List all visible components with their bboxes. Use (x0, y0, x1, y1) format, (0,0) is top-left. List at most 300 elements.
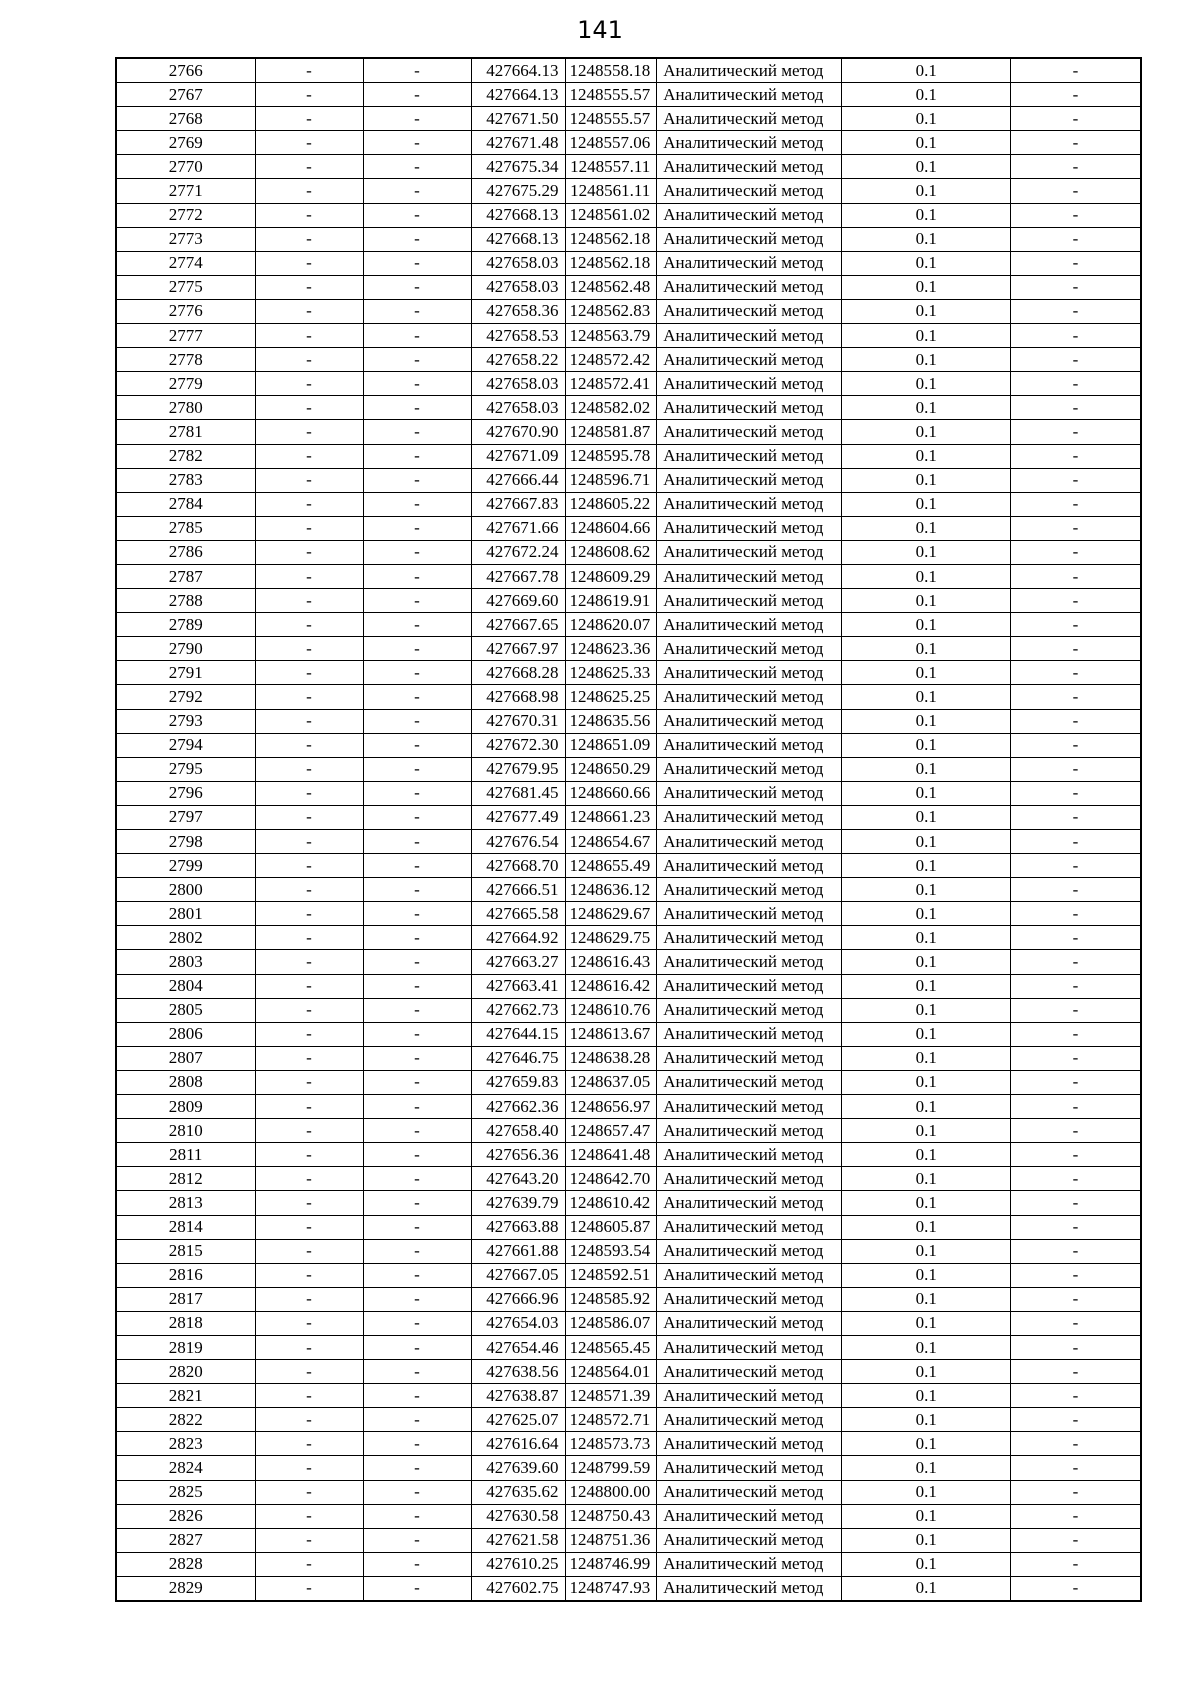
x-coordinate-cell: 427675.29 (471, 179, 565, 203)
accuracy-cell: 0.1 (842, 1576, 1011, 1601)
point-number-cell: 2770 (116, 155, 255, 179)
dash-cell-c: - (1011, 637, 1141, 661)
y-coordinate-cell: 1248562.18 (565, 227, 657, 251)
dash-cell-a: - (255, 1046, 363, 1070)
dash-cell-c: - (1011, 709, 1141, 733)
table-row (116, 1215, 1141, 1239)
dash-cell-a: - (255, 733, 363, 757)
table-row (116, 830, 1141, 854)
dash-cell-a: - (255, 805, 363, 829)
x-coordinate-cell: 427668.70 (471, 854, 565, 878)
dash-cell-b: - (363, 1311, 471, 1335)
dash-cell-c: - (1011, 733, 1141, 757)
dash-cell-a: - (255, 564, 363, 588)
point-number-cell: 2826 (116, 1504, 255, 1528)
dash-cell-a: - (255, 372, 363, 396)
x-coordinate-cell: 427654.46 (471, 1335, 565, 1359)
accuracy-cell: 0.1 (842, 203, 1011, 227)
dash-cell-a: - (255, 348, 363, 372)
dash-cell-b: - (363, 275, 471, 299)
table-row (116, 1046, 1141, 1070)
accuracy-cell: 0.1 (842, 878, 1011, 902)
x-coordinate-cell: 427666.51 (471, 878, 565, 902)
dash-cell-c: - (1011, 805, 1141, 829)
point-number-cell: 2772 (116, 203, 255, 227)
table-row (116, 878, 1141, 902)
method-cell: Аналитический метод (657, 1119, 842, 1143)
accuracy-cell: 0.1 (842, 1552, 1011, 1576)
dash-cell-b: - (363, 974, 471, 998)
accuracy-cell: 0.1 (842, 805, 1011, 829)
x-coordinate-cell: 427667.05 (471, 1263, 565, 1287)
method-cell: Аналитический метод (657, 275, 842, 299)
accuracy-cell: 0.1 (842, 757, 1011, 781)
accuracy-cell: 0.1 (842, 251, 1011, 275)
dash-cell-a: - (255, 1022, 363, 1046)
table-row (116, 372, 1141, 396)
y-coordinate-cell: 1248651.09 (565, 733, 657, 757)
accuracy-cell: 0.1 (842, 781, 1011, 805)
dash-cell-a: - (255, 324, 363, 348)
dash-cell-c: - (1011, 131, 1141, 155)
dash-cell-c: - (1011, 1287, 1141, 1311)
point-number-cell: 2814 (116, 1215, 255, 1239)
table-row (116, 275, 1141, 299)
y-coordinate-cell: 1248619.91 (565, 589, 657, 613)
x-coordinate-cell: 427664.13 (471, 83, 565, 107)
table-row (116, 1119, 1141, 1143)
y-coordinate-cell: 1248558.18 (565, 58, 657, 83)
dash-cell-a: - (255, 1263, 363, 1287)
dash-cell-c: - (1011, 613, 1141, 637)
dash-cell-b: - (363, 1480, 471, 1504)
accuracy-cell: 0.1 (842, 227, 1011, 251)
dash-cell-a: - (255, 1552, 363, 1576)
point-number-cell: 2829 (116, 1576, 255, 1601)
table-row (116, 227, 1141, 251)
method-cell: Аналитический метод (657, 830, 842, 854)
dash-cell-b: - (363, 685, 471, 709)
method-cell: Аналитический метод (657, 564, 842, 588)
dash-cell-c: - (1011, 926, 1141, 950)
point-number-cell: 2793 (116, 709, 255, 733)
dash-cell-c: - (1011, 1263, 1141, 1287)
method-cell: Аналитический метод (657, 203, 842, 227)
dash-cell-b: - (363, 854, 471, 878)
accuracy-cell: 0.1 (842, 179, 1011, 203)
point-number-cell: 2808 (116, 1070, 255, 1094)
method-cell: Аналитический метод (657, 1408, 842, 1432)
dash-cell-b: - (363, 444, 471, 468)
dash-cell-b: - (363, 589, 471, 613)
point-number-cell: 2794 (116, 733, 255, 757)
x-coordinate-cell: 427654.03 (471, 1311, 565, 1335)
dash-cell-c: - (1011, 1456, 1141, 1480)
x-coordinate-cell: 427675.34 (471, 155, 565, 179)
x-coordinate-cell: 427662.73 (471, 998, 565, 1022)
method-cell: Аналитический метод (657, 1552, 842, 1576)
dash-cell-b: - (363, 1504, 471, 1528)
point-number-cell: 2802 (116, 926, 255, 950)
method-cell: Аналитический метод (657, 757, 842, 781)
method-cell: Аналитический метод (657, 733, 842, 757)
method-cell: Аналитический метод (657, 1480, 842, 1504)
table-row (116, 1191, 1141, 1215)
method-cell: Аналитический метод (657, 83, 842, 107)
point-number-cell: 2806 (116, 1022, 255, 1046)
x-coordinate-cell: 427658.40 (471, 1119, 565, 1143)
dash-cell-c: - (1011, 179, 1141, 203)
x-coordinate-cell: 427658.03 (471, 372, 565, 396)
table-row (116, 926, 1141, 950)
table-row (116, 131, 1141, 155)
method-cell: Аналитический метод (657, 492, 842, 516)
accuracy-cell: 0.1 (842, 902, 1011, 926)
x-coordinate-cell: 427668.28 (471, 661, 565, 685)
x-coordinate-cell: 427666.96 (471, 1287, 565, 1311)
point-number-cell: 2805 (116, 998, 255, 1022)
accuracy-cell: 0.1 (842, 1480, 1011, 1504)
y-coordinate-cell: 1248660.66 (565, 781, 657, 805)
accuracy-cell: 0.1 (842, 444, 1011, 468)
method-cell: Аналитический метод (657, 107, 842, 131)
point-number-cell: 2788 (116, 589, 255, 613)
x-coordinate-cell: 427643.20 (471, 1167, 565, 1191)
dash-cell-c: - (1011, 251, 1141, 275)
dash-cell-a: - (255, 950, 363, 974)
point-number-cell: 2766 (116, 58, 255, 83)
method-cell: Аналитический метод (657, 299, 842, 323)
x-coordinate-cell: 427661.88 (471, 1239, 565, 1263)
y-coordinate-cell: 1248582.02 (565, 396, 657, 420)
table-row (116, 155, 1141, 179)
y-coordinate-cell: 1248557.06 (565, 131, 657, 155)
point-number-cell: 2781 (116, 420, 255, 444)
point-number-cell: 2784 (116, 492, 255, 516)
method-cell: Аналитический метод (657, 396, 842, 420)
y-coordinate-cell: 1248623.36 (565, 637, 657, 661)
dash-cell-b: - (363, 107, 471, 131)
point-number-cell: 2807 (116, 1046, 255, 1070)
accuracy-cell: 0.1 (842, 661, 1011, 685)
accuracy-cell: 0.1 (842, 1167, 1011, 1191)
dash-cell-c: - (1011, 299, 1141, 323)
table-row (116, 516, 1141, 540)
accuracy-cell: 0.1 (842, 396, 1011, 420)
dash-cell-b: - (363, 179, 471, 203)
point-number-cell: 2818 (116, 1311, 255, 1335)
accuracy-cell: 0.1 (842, 637, 1011, 661)
point-number-cell: 2822 (116, 1408, 255, 1432)
accuracy-cell: 0.1 (842, 372, 1011, 396)
method-cell: Аналитический метод (657, 1143, 842, 1167)
table-row (116, 1576, 1141, 1601)
y-coordinate-cell: 1248555.57 (565, 83, 657, 107)
x-coordinate-cell: 427658.36 (471, 299, 565, 323)
dash-cell-b: - (363, 1119, 471, 1143)
dash-cell-b: - (363, 324, 471, 348)
y-coordinate-cell: 1248625.25 (565, 685, 657, 709)
dash-cell-a: - (255, 974, 363, 998)
dash-cell-c: - (1011, 1432, 1141, 1456)
dash-cell-b: - (363, 396, 471, 420)
y-coordinate-cell: 1248642.70 (565, 1167, 657, 1191)
x-coordinate-cell: 427630.58 (471, 1504, 565, 1528)
x-coordinate-cell: 427668.13 (471, 203, 565, 227)
y-coordinate-cell: 1248620.07 (565, 613, 657, 637)
dash-cell-a: - (255, 58, 363, 83)
y-coordinate-cell: 1248800.00 (565, 1480, 657, 1504)
x-coordinate-cell: 427644.15 (471, 1022, 565, 1046)
dash-cell-c: - (1011, 58, 1141, 83)
accuracy-cell: 0.1 (842, 1360, 1011, 1384)
dash-cell-a: - (255, 1432, 363, 1456)
point-number-cell: 2791 (116, 661, 255, 685)
table-row (116, 83, 1141, 107)
table-row (116, 492, 1141, 516)
table-row (116, 950, 1141, 974)
method-cell: Аналитический метод (657, 1022, 842, 1046)
x-coordinate-cell: 427616.64 (471, 1432, 565, 1456)
dash-cell-a: - (255, 131, 363, 155)
table-row (116, 299, 1141, 323)
dash-cell-a: - (255, 275, 363, 299)
dash-cell-a: - (255, 1191, 363, 1215)
dash-cell-c: - (1011, 107, 1141, 131)
dash-cell-b: - (363, 564, 471, 588)
method-cell: Аналитический метод (657, 1576, 842, 1601)
x-coordinate-cell: 427667.78 (471, 564, 565, 588)
x-coordinate-cell: 427621.58 (471, 1528, 565, 1552)
dash-cell-c: - (1011, 757, 1141, 781)
dash-cell-b: - (363, 1095, 471, 1119)
point-number-cell: 2776 (116, 299, 255, 323)
accuracy-cell: 0.1 (842, 974, 1011, 998)
accuracy-cell: 0.1 (842, 564, 1011, 588)
y-coordinate-cell: 1248613.67 (565, 1022, 657, 1046)
point-number-cell: 2792 (116, 685, 255, 709)
dash-cell-a: - (255, 1287, 363, 1311)
dash-cell-c: - (1011, 781, 1141, 805)
dash-cell-a: - (255, 540, 363, 564)
method-cell: Аналитический метод (657, 589, 842, 613)
accuracy-cell: 0.1 (842, 1408, 1011, 1432)
dash-cell-c: - (1011, 372, 1141, 396)
accuracy-cell: 0.1 (842, 1335, 1011, 1359)
dash-cell-b: - (363, 1191, 471, 1215)
x-coordinate-cell: 427668.98 (471, 685, 565, 709)
point-number-cell: 2817 (116, 1287, 255, 1311)
point-number-cell: 2767 (116, 83, 255, 107)
dash-cell-a: - (255, 83, 363, 107)
y-coordinate-cell: 1248572.41 (565, 372, 657, 396)
table-row (116, 781, 1141, 805)
method-cell: Аналитический метод (657, 1239, 842, 1263)
point-number-cell: 2783 (116, 468, 255, 492)
table-row (116, 589, 1141, 613)
y-coordinate-cell: 1248561.02 (565, 203, 657, 227)
accuracy-cell: 0.1 (842, 492, 1011, 516)
dash-cell-c: - (1011, 396, 1141, 420)
dash-cell-b: - (363, 1360, 471, 1384)
y-coordinate-cell: 1248593.54 (565, 1239, 657, 1263)
y-coordinate-cell: 1248650.29 (565, 757, 657, 781)
y-coordinate-cell: 1248747.93 (565, 1576, 657, 1601)
accuracy-cell: 0.1 (842, 685, 1011, 709)
accuracy-cell: 0.1 (842, 926, 1011, 950)
table-row (116, 1504, 1141, 1528)
point-number-cell: 2812 (116, 1167, 255, 1191)
method-cell: Аналитический метод (657, 685, 842, 709)
dash-cell-c: - (1011, 1167, 1141, 1191)
point-number-cell: 2773 (116, 227, 255, 251)
x-coordinate-cell: 427677.49 (471, 805, 565, 829)
accuracy-cell: 0.1 (842, 998, 1011, 1022)
x-coordinate-cell: 427671.66 (471, 516, 565, 540)
dash-cell-b: - (363, 540, 471, 564)
method-cell: Аналитический метод (657, 227, 842, 251)
point-number-cell: 2823 (116, 1432, 255, 1456)
method-cell: Аналитический метод (657, 444, 842, 468)
method-cell: Аналитический метод (657, 709, 842, 733)
dash-cell-a: - (255, 1360, 363, 1384)
dash-cell-c: - (1011, 1552, 1141, 1576)
dash-cell-b: - (363, 468, 471, 492)
method-cell: Аналитический метод (657, 348, 842, 372)
table-row (116, 444, 1141, 468)
y-coordinate-cell: 1248605.22 (565, 492, 657, 516)
dash-cell-b: - (363, 1263, 471, 1287)
x-coordinate-cell: 427662.36 (471, 1095, 565, 1119)
dash-cell-a: - (255, 1070, 363, 1094)
table-row (116, 1143, 1141, 1167)
y-coordinate-cell: 1248604.66 (565, 516, 657, 540)
point-number-cell: 2810 (116, 1119, 255, 1143)
point-number-cell: 2828 (116, 1552, 255, 1576)
y-coordinate-cell: 1248656.97 (565, 1095, 657, 1119)
x-coordinate-cell: 427610.25 (471, 1552, 565, 1576)
y-coordinate-cell: 1248564.01 (565, 1360, 657, 1384)
y-coordinate-cell: 1248654.67 (565, 830, 657, 854)
dash-cell-a: - (255, 396, 363, 420)
point-number-cell: 2779 (116, 372, 255, 396)
method-cell: Аналитический метод (657, 1167, 842, 1191)
dash-cell-c: - (1011, 1504, 1141, 1528)
y-coordinate-cell: 1248562.18 (565, 251, 657, 275)
dash-cell-b: - (363, 926, 471, 950)
y-coordinate-cell: 1248608.62 (565, 540, 657, 564)
dash-cell-c: - (1011, 516, 1141, 540)
accuracy-cell: 0.1 (842, 1119, 1011, 1143)
y-coordinate-cell: 1248637.05 (565, 1070, 657, 1094)
method-cell: Аналитический метод (657, 420, 842, 444)
point-number-cell: 2801 (116, 902, 255, 926)
dash-cell-c: - (1011, 661, 1141, 685)
accuracy-cell: 0.1 (842, 1239, 1011, 1263)
y-coordinate-cell: 1248751.36 (565, 1528, 657, 1552)
y-coordinate-cell: 1248638.28 (565, 1046, 657, 1070)
dash-cell-c: - (1011, 902, 1141, 926)
x-coordinate-cell: 427663.41 (471, 974, 565, 998)
table-row (116, 661, 1141, 685)
table-row (116, 805, 1141, 829)
method-cell: Аналитический метод (657, 468, 842, 492)
dash-cell-a: - (255, 444, 363, 468)
dash-cell-c: - (1011, 1408, 1141, 1432)
y-coordinate-cell: 1248561.11 (565, 179, 657, 203)
method-cell: Аналитический метод (657, 1095, 842, 1119)
method-cell: Аналитический метод (657, 324, 842, 348)
dash-cell-a: - (255, 781, 363, 805)
x-coordinate-cell: 427638.56 (471, 1360, 565, 1384)
accuracy-cell: 0.1 (842, 1504, 1011, 1528)
dash-cell-a: - (255, 613, 363, 637)
dash-cell-c: - (1011, 1239, 1141, 1263)
accuracy-cell: 0.1 (842, 324, 1011, 348)
x-coordinate-cell: 427664.13 (471, 58, 565, 83)
accuracy-cell: 0.1 (842, 299, 1011, 323)
y-coordinate-cell: 1248610.42 (565, 1191, 657, 1215)
y-coordinate-cell: 1248661.23 (565, 805, 657, 829)
accuracy-cell: 0.1 (842, 348, 1011, 372)
method-cell: Аналитический метод (657, 1046, 842, 1070)
accuracy-cell: 0.1 (842, 58, 1011, 83)
dash-cell-c: - (1011, 155, 1141, 179)
y-coordinate-cell: 1248563.79 (565, 324, 657, 348)
dash-cell-a: - (255, 1119, 363, 1143)
accuracy-cell: 0.1 (842, 540, 1011, 564)
table-row (116, 1456, 1141, 1480)
page-number: 141 (577, 16, 623, 44)
method-cell: Аналитический метод (657, 516, 842, 540)
point-number-cell: 2815 (116, 1239, 255, 1263)
dash-cell-b: - (363, 1215, 471, 1239)
point-number-cell: 2819 (116, 1335, 255, 1359)
point-number-cell: 2800 (116, 878, 255, 902)
dash-cell-a: - (255, 709, 363, 733)
table-row (116, 613, 1141, 637)
dash-cell-b: - (363, 1335, 471, 1359)
dash-cell-a: - (255, 492, 363, 516)
y-coordinate-cell: 1248595.78 (565, 444, 657, 468)
dash-cell-c: - (1011, 324, 1141, 348)
y-coordinate-cell: 1248799.59 (565, 1456, 657, 1480)
dash-cell-c: - (1011, 1335, 1141, 1359)
dash-cell-b: - (363, 950, 471, 974)
table-row (116, 1528, 1141, 1552)
dash-cell-b: - (363, 348, 471, 372)
dash-cell-c: - (1011, 830, 1141, 854)
table-row (116, 709, 1141, 733)
method-cell: Аналитический метод (657, 926, 842, 950)
y-coordinate-cell: 1248657.47 (565, 1119, 657, 1143)
dash-cell-a: - (255, 589, 363, 613)
dash-cell-a: - (255, 251, 363, 275)
dash-cell-a: - (255, 637, 363, 661)
accuracy-cell: 0.1 (842, 1311, 1011, 1335)
point-number-cell: 2775 (116, 275, 255, 299)
point-number-cell: 2816 (116, 1263, 255, 1287)
accuracy-cell: 0.1 (842, 275, 1011, 299)
dash-cell-a: - (255, 1504, 363, 1528)
method-cell: Аналитический метод (657, 1384, 842, 1408)
dash-cell-c: - (1011, 1070, 1141, 1094)
dash-cell-b: - (363, 1022, 471, 1046)
dash-cell-a: - (255, 757, 363, 781)
method-cell: Аналитический метод (657, 781, 842, 805)
dash-cell-c: - (1011, 1384, 1141, 1408)
point-number-cell: 2803 (116, 950, 255, 974)
